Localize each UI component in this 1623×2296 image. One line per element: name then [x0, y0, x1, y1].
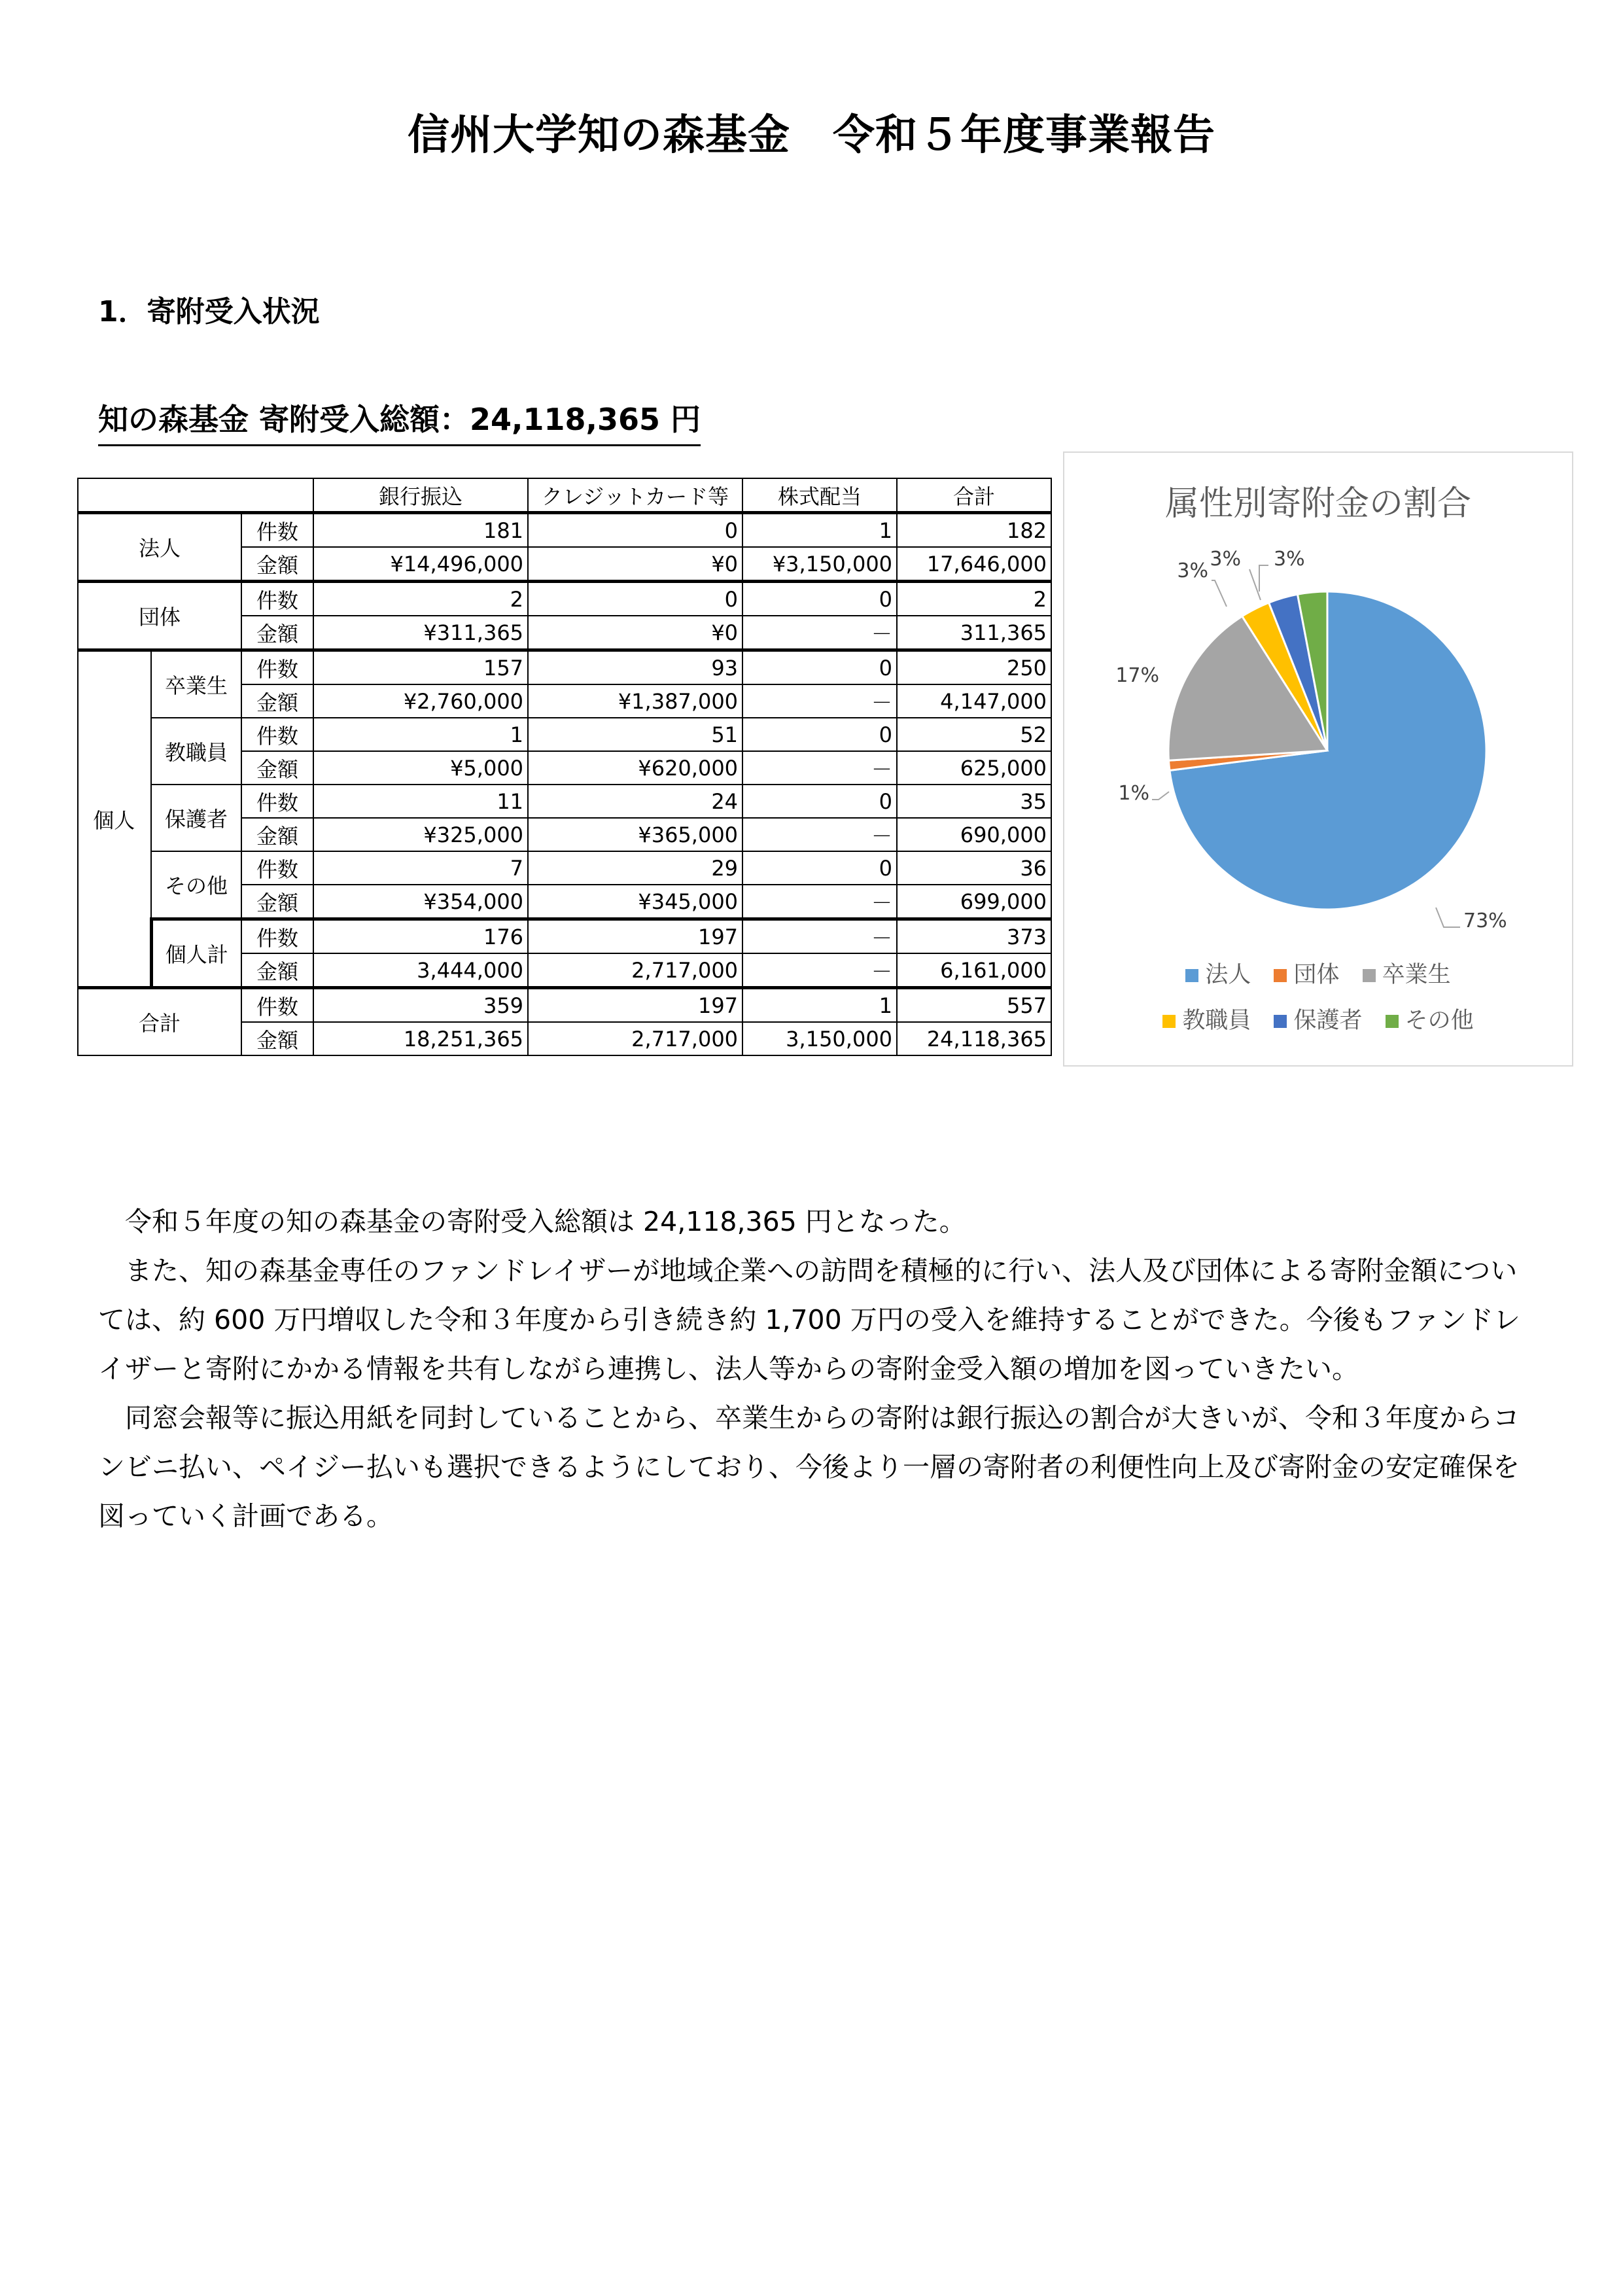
header-dividend: 株式配当 [742, 478, 897, 513]
table-cell: 93 [528, 650, 742, 685]
row-label: 件数 [241, 919, 313, 954]
table-cell: － [742, 616, 897, 650]
legend-label: 卒業生 [1382, 962, 1451, 988]
legend-swatch [1162, 1015, 1176, 1028]
chart-title: 属性別寄附金の割合 [1164, 484, 1471, 523]
legend-swatch [1274, 1015, 1287, 1028]
row-label: 件数 [241, 785, 313, 818]
table-cell: 29 [528, 851, 742, 885]
table-cell: 311,365 [897, 616, 1051, 650]
subcategory-label: 保護者 [151, 785, 241, 851]
row-label: 件数 [241, 513, 313, 548]
slice-label: 73% [1463, 910, 1507, 932]
legend-item [1386, 1002, 1474, 1035]
table-row [78, 988, 1051, 1023]
table-cell: 51 [528, 718, 742, 751]
header-total: 合計 [897, 478, 1051, 513]
row-label: 金額 [241, 616, 313, 650]
slice-label: 3% [1210, 548, 1241, 571]
row-label: 金額 [241, 1022, 313, 1055]
subcategory-label: その他 [151, 851, 241, 919]
category-label: 合計 [78, 988, 241, 1056]
table-cell: ¥325,000 [313, 818, 528, 851]
table-cell: ¥2,760,000 [313, 684, 528, 718]
header-credit: クレジットカード等 [528, 478, 742, 513]
table-cell: 690,000 [897, 818, 1051, 851]
table-cell: 2 [313, 582, 528, 616]
table-cell: 197 [528, 988, 742, 1023]
header-bank: 銀行振込 [313, 478, 528, 513]
category-label: 団体 [78, 582, 241, 650]
table-cell: ¥620,000 [528, 751, 742, 785]
table-cell: 18,251,365 [313, 1022, 528, 1055]
leader-line [1212, 580, 1227, 607]
slice-label: 3% [1274, 548, 1305, 571]
table-cell: ¥3,150,000 [742, 547, 897, 582]
table-cell: － [742, 885, 897, 919]
row-label: 金額 [241, 751, 313, 785]
table-cell: 35 [897, 785, 1051, 818]
table-cell: 52 [897, 718, 1051, 751]
slice-label: 1% [1118, 782, 1149, 805]
row-label: 金額 [241, 684, 313, 718]
table-cell: － [742, 751, 897, 785]
table-cell: ¥14,496,000 [313, 547, 528, 582]
table-cell: 0 [528, 582, 742, 616]
table-cell: 6,161,000 [897, 953, 1051, 988]
donation-table [77, 478, 1052, 1056]
legend-swatch [1274, 969, 1287, 982]
table-cell: 3,444,000 [313, 953, 528, 988]
table-row [78, 513, 1051, 548]
pie-chart [1063, 451, 1573, 1067]
legend-item [1162, 1002, 1251, 1035]
legend-item [1363, 957, 1451, 989]
table-cell: ¥5,000 [313, 751, 528, 785]
table-row [78, 851, 1051, 885]
row-label: 件数 [241, 718, 313, 751]
paragraph: 令和５年度の知の森基金の寄附受入総額は 24,118,365 円となった。 [125, 1206, 966, 1237]
legend-label: その他 [1405, 1008, 1474, 1034]
table-cell: ¥365,000 [528, 818, 742, 851]
table-cell: 250 [897, 650, 1051, 685]
legend-item [1274, 1002, 1362, 1035]
table-cell: 1 [313, 718, 528, 751]
table-cell: ¥354,000 [313, 885, 528, 919]
table-row [78, 785, 1051, 818]
table-cell: 2,717,000 [528, 953, 742, 988]
table-cell: 625,000 [897, 751, 1051, 785]
table-cell: 373 [897, 919, 1051, 954]
table-cell: 197 [528, 919, 742, 954]
table-cell: 157 [313, 650, 528, 685]
legend-swatch [1386, 1015, 1399, 1028]
row-label: 金額 [241, 547, 313, 582]
table-cell: 176 [313, 919, 528, 954]
total-heading: 知の森基金 寄附受入総額：24,118,365 円 [98, 396, 701, 446]
row-label: 件数 [241, 851, 313, 885]
leader-line [1436, 908, 1460, 927]
table-cell: 181 [313, 513, 528, 548]
legend-label: 法人 [1205, 962, 1251, 988]
table-cell: 182 [897, 513, 1051, 548]
paragraph: また、知の森基金専任のファンドレイザーが地域企業への訪問を積極的に行い、法人及び団体による寄附金額については、約 600 万円増収した令和３年度から引き続き約 1,700 万円の受入を維持することができた。今後もファンドレイザーと寄附にかかる情報を共有しながら連携し、法人等からの寄附金受入額の増加を図っていきたい。 [98, 1255, 1520, 1385]
subcategory-label: 個人計 [151, 919, 241, 988]
table-cell: － [742, 919, 897, 954]
table-cell: 0 [742, 785, 897, 818]
table-cell: 0 [742, 851, 897, 885]
table-cell: ¥311,365 [313, 616, 528, 650]
leader-line [1259, 565, 1268, 592]
subcategory-label: 教職員 [151, 718, 241, 785]
table-cell: 11 [313, 785, 528, 818]
legend-swatch [1185, 969, 1198, 982]
table-row [78, 582, 1051, 616]
row-label: 金額 [241, 818, 313, 851]
table-cell: 0 [528, 513, 742, 548]
slice-label: 17% [1115, 664, 1159, 687]
category-label: 法人 [78, 513, 241, 582]
table-cell: 36 [897, 851, 1051, 885]
table-cell: 2,717,000 [528, 1022, 742, 1055]
table-cell: 7 [313, 851, 528, 885]
table-row [78, 718, 1051, 751]
table-cell: 699,000 [897, 885, 1051, 919]
table-row [78, 919, 1051, 954]
row-label: 件数 [241, 650, 313, 685]
header-blank [78, 478, 313, 513]
table-cell: ¥345,000 [528, 885, 742, 919]
legend-swatch [1363, 969, 1376, 982]
legend-item [1274, 957, 1339, 989]
table-cell: 1 [742, 988, 897, 1023]
table-cell: 17,646,000 [897, 547, 1051, 582]
subcategory-label: 卒業生 [151, 650, 241, 718]
table-cell: ¥0 [528, 547, 742, 582]
table-row [78, 650, 1051, 685]
table-cell: 0 [742, 650, 897, 685]
table-cell: 557 [897, 988, 1051, 1023]
row-label: 件数 [241, 582, 313, 616]
table-cell: ¥0 [528, 616, 742, 650]
table-cell: 24 [528, 785, 742, 818]
table-cell: 24,118,365 [897, 1022, 1051, 1055]
table-cell: 0 [742, 582, 897, 616]
table-cell: － [742, 818, 897, 851]
section-heading: 1．寄附受入状況 [98, 295, 320, 328]
table-cell: 1 [742, 513, 897, 548]
table-cell: 3,150,000 [742, 1022, 897, 1055]
table-cell: 2 [897, 582, 1051, 616]
leader-line [1152, 792, 1169, 800]
row-label: 金額 [241, 953, 313, 988]
legend-item [1185, 957, 1251, 989]
paragraph: 同窓会報等に振込用紙を同封していることから、卒業生からの寄附は銀行振込の割合が大きいが、令和３年度からコンビニ払い、ペイジー払いも選択できるようにしており、今後より一層の寄附者の利便性向上及び寄附金の安定確保を図っていく計画である。 [98, 1402, 1520, 1532]
row-label: 件数 [241, 988, 313, 1023]
category-label-kojin: 個人 [78, 650, 151, 988]
body-text [98, 1197, 1524, 1541]
row-label: 金額 [241, 885, 313, 919]
slice-label: 3% [1177, 559, 1208, 582]
table-cell: ¥1,387,000 [528, 684, 742, 718]
table-cell: 0 [742, 718, 897, 751]
legend-label: 教職員 [1182, 1008, 1251, 1034]
legend-row-2 [1064, 1002, 1572, 1035]
table-header-row [78, 478, 1051, 513]
page-title: 信州大学知の森基金 令和５年度事業報告 [408, 111, 1215, 160]
table-cell: 359 [313, 988, 528, 1023]
table-cell: － [742, 953, 897, 988]
table-cell: 4,147,000 [897, 684, 1051, 718]
table-cell: － [742, 684, 897, 718]
legend-row-1 [1064, 957, 1572, 989]
legend-label: 保護者 [1293, 1008, 1363, 1034]
legend-label: 団体 [1293, 962, 1340, 988]
